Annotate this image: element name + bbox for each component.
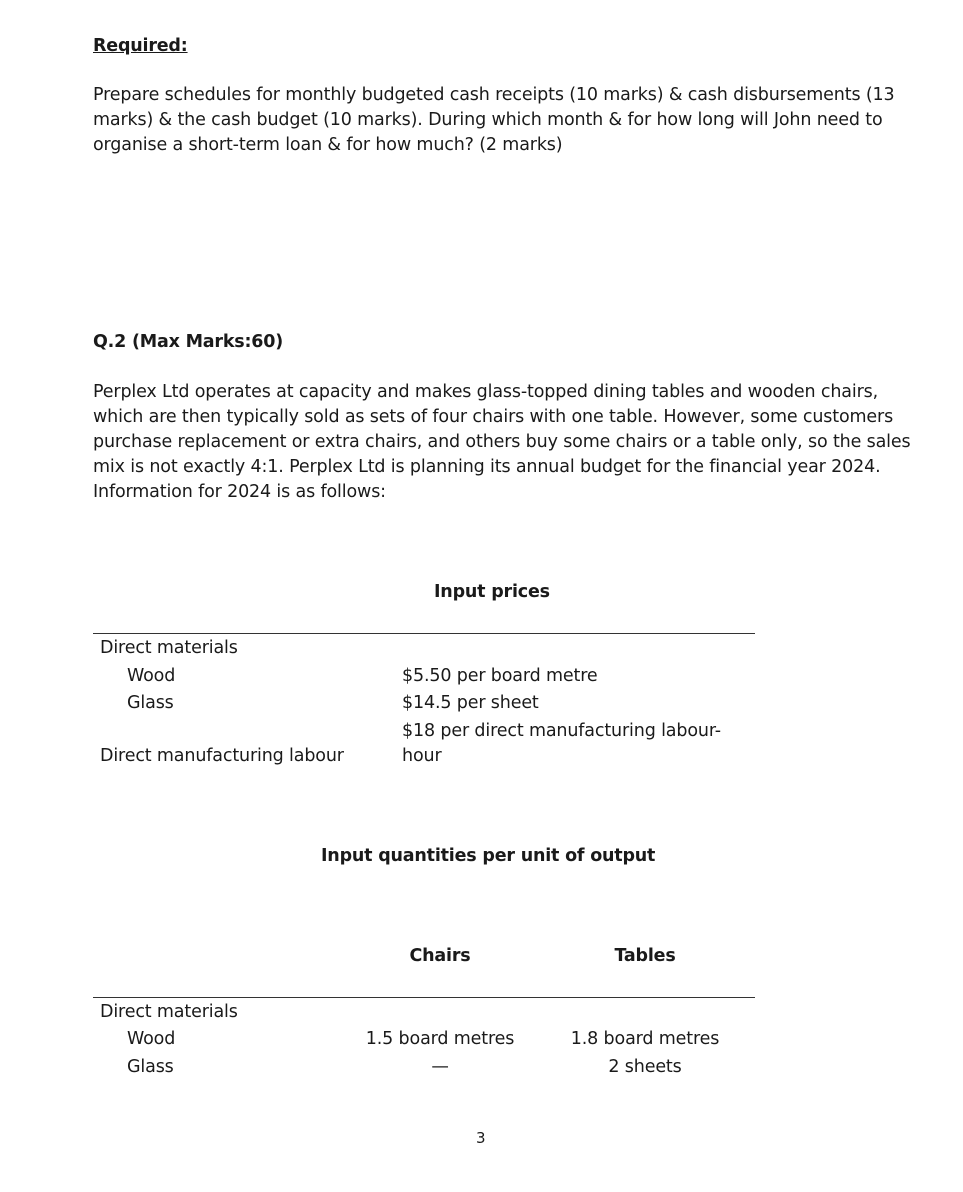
page-number: 3 [476, 1129, 486, 1147]
quantities-glass-tables: 2 sheets [608, 1057, 682, 1077]
quantities-wood-tables: 1.8 board metres [570, 1029, 720, 1049]
input-prices-rule [93, 633, 755, 634]
required-line-3: organise a short-term loan & for how much? (2 marks) [93, 135, 563, 155]
quantities-wood-chairs: 1.5 board metres [365, 1029, 515, 1049]
prices-labour-value-line2: hour [402, 746, 442, 766]
required-paragraph [93, 83, 895, 158]
q2-line-1: Perplex Ltd operates at capacity and makes glass-topped dining tables and wooden chairs, [93, 382, 879, 402]
prices-direct-materials-label: Direct materials [100, 638, 238, 658]
prices-wood-value: $5.50 per board metre [402, 666, 598, 686]
q2-heading: Q.2 (Max Marks:60) [93, 332, 284, 352]
quantities-wood-label: Wood [127, 1029, 176, 1049]
quantities-direct-materials-label: Direct materials [100, 1002, 238, 1022]
quantities-col-tables: Tables [614, 946, 676, 966]
input-prices-title: Input prices [434, 582, 550, 602]
prices-labour-label: Direct manufacturing labour [100, 746, 344, 766]
q2-paragraph [93, 380, 911, 505]
prices-labour-value-line1: $18 per direct manufacturing labour- [402, 721, 721, 741]
required-heading: Required: [93, 36, 188, 56]
required-line-1: Prepare schedules for monthly budgeted cash receipts (10 marks) & cash disbursements (13 [93, 85, 895, 105]
q2-line-2: which are then typically sold as sets of four chairs with one table. However, some customers [93, 407, 894, 427]
quantities-glass-chairs: — [431, 1057, 449, 1077]
prices-glass-value: $14.5 per sheet [402, 693, 539, 713]
prices-wood-label: Wood [127, 666, 176, 686]
prices-glass-label: Glass [127, 693, 174, 713]
input-quantities-rule [93, 997, 755, 998]
q2-line-3: purchase replacement or extra chairs, and others buy some chairs or a table only, so the sales [93, 432, 911, 452]
quantities-col-chairs: Chairs [409, 946, 471, 966]
q2-line-5: Information for 2024 is as follows: [93, 482, 386, 502]
q2-line-4: mix is not exactly 4:1. Perplex Ltd is planning its annual budget for the financial year 2024. [93, 457, 881, 477]
input-quantities-title: Input quantities per unit of output [321, 846, 656, 866]
required-line-2: marks) & the cash budget (10 marks). During which month & for how long will John need to [93, 110, 883, 130]
quantities-glass-label: Glass [127, 1057, 174, 1077]
